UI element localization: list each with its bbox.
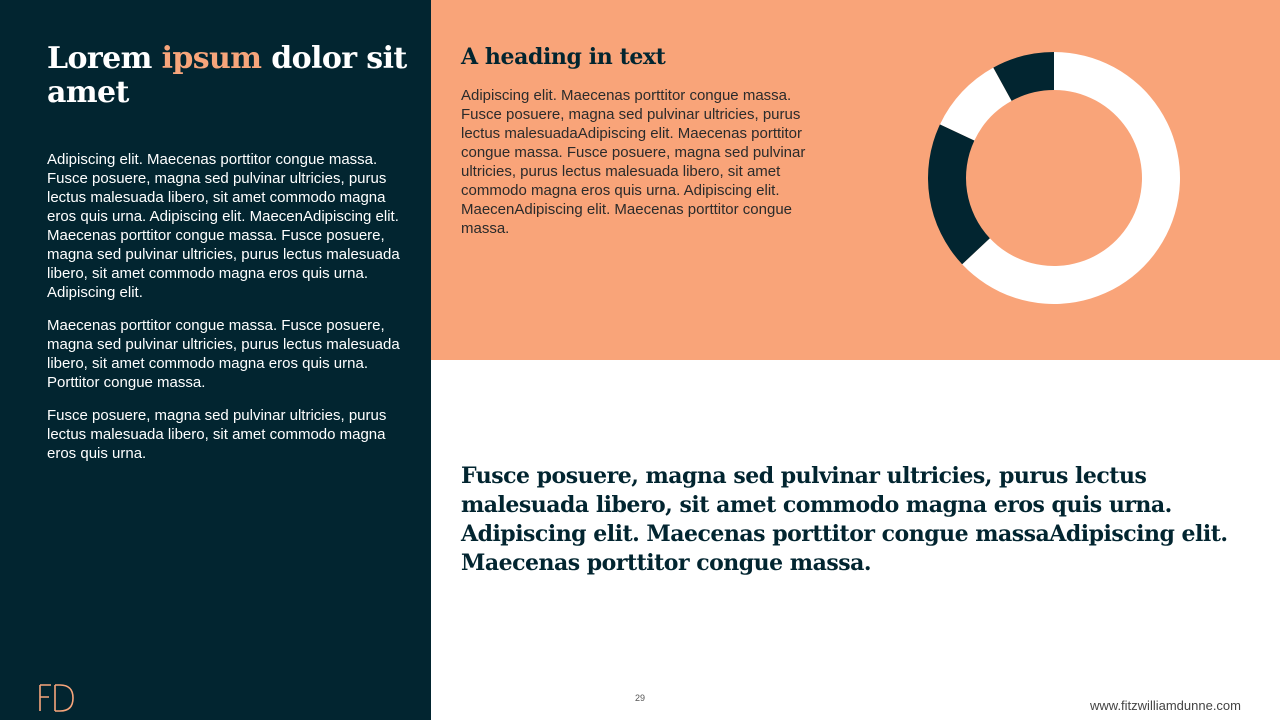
page-title bbox=[47, 42, 407, 110]
title-part-2: dolor sit amet bbox=[47, 41, 407, 110]
pull-quote: Fusce posuere, magna sed pulvinar ultricies, purus lectus malesuada libero, sit amet commodo magna eros quis urna. Adipiscing elit. Maecenas porttitor congue massaAdipiscing elit. Maecenas porttitor congue massa. bbox=[461, 463, 1228, 576]
section-body-text: Adipiscing elit. Maecenas porttitor congue massa. Fusce posuere, magna sed pulvinar ultricies, purus lectus malesuadaAdipiscing elit. Maecenas porttitor congue massa. Fusce posuere, magna sed pulvinar ultricies, purus lectus malesuada libero, sit amet commodo magna eros quis urna. Adipiscing elit. MaecenAdipiscing elit. Maecenas porttitor congue massa. bbox=[461, 87, 806, 237]
fd-monogram-icon bbox=[38, 684, 74, 712]
left-paragraph: Maecenas porttitor congue massa. Fusce posuere, magna sed pulvinar ultricies, purus lectus malesuada libero, sit amet commodo magna eros quis urna. Porttitor congue massa. bbox=[47, 317, 400, 391]
left-panel bbox=[0, 0, 431, 720]
left-paragraph: Fusce posuere, magna sed pulvinar ultricies, purus lectus malesuada libero, sit amet commodo magna eros quis urna. bbox=[47, 407, 387, 462]
page-number: 29 bbox=[634, 693, 645, 703]
title-part-1: Lorem bbox=[47, 41, 162, 76]
section-heading: A heading in text bbox=[461, 44, 666, 70]
left-paragraph: Adipiscing elit. Maecenas porttitor congue massa. Fusce posuere, magna sed pulvinar ultricies, purus lectus malesuada libero, sit amet commodo magna eros quis urna. Adipiscing elit. MaecenAdipiscing elit. Maecenas porttitor congue massa. Fusce posuere, magna sed pulvinar ultricies, purus lectus malesuada libero, sit amet commodo magna eros quis urna. Adipiscing elit. bbox=[47, 151, 400, 301]
left-body-text bbox=[47, 150, 409, 477]
donut-slice-2 bbox=[928, 124, 990, 264]
title-accent: ipsum bbox=[161, 41, 262, 76]
donut-chart bbox=[928, 52, 1180, 304]
website-url: www.fitzwilliamdunne.com bbox=[1090, 698, 1241, 713]
